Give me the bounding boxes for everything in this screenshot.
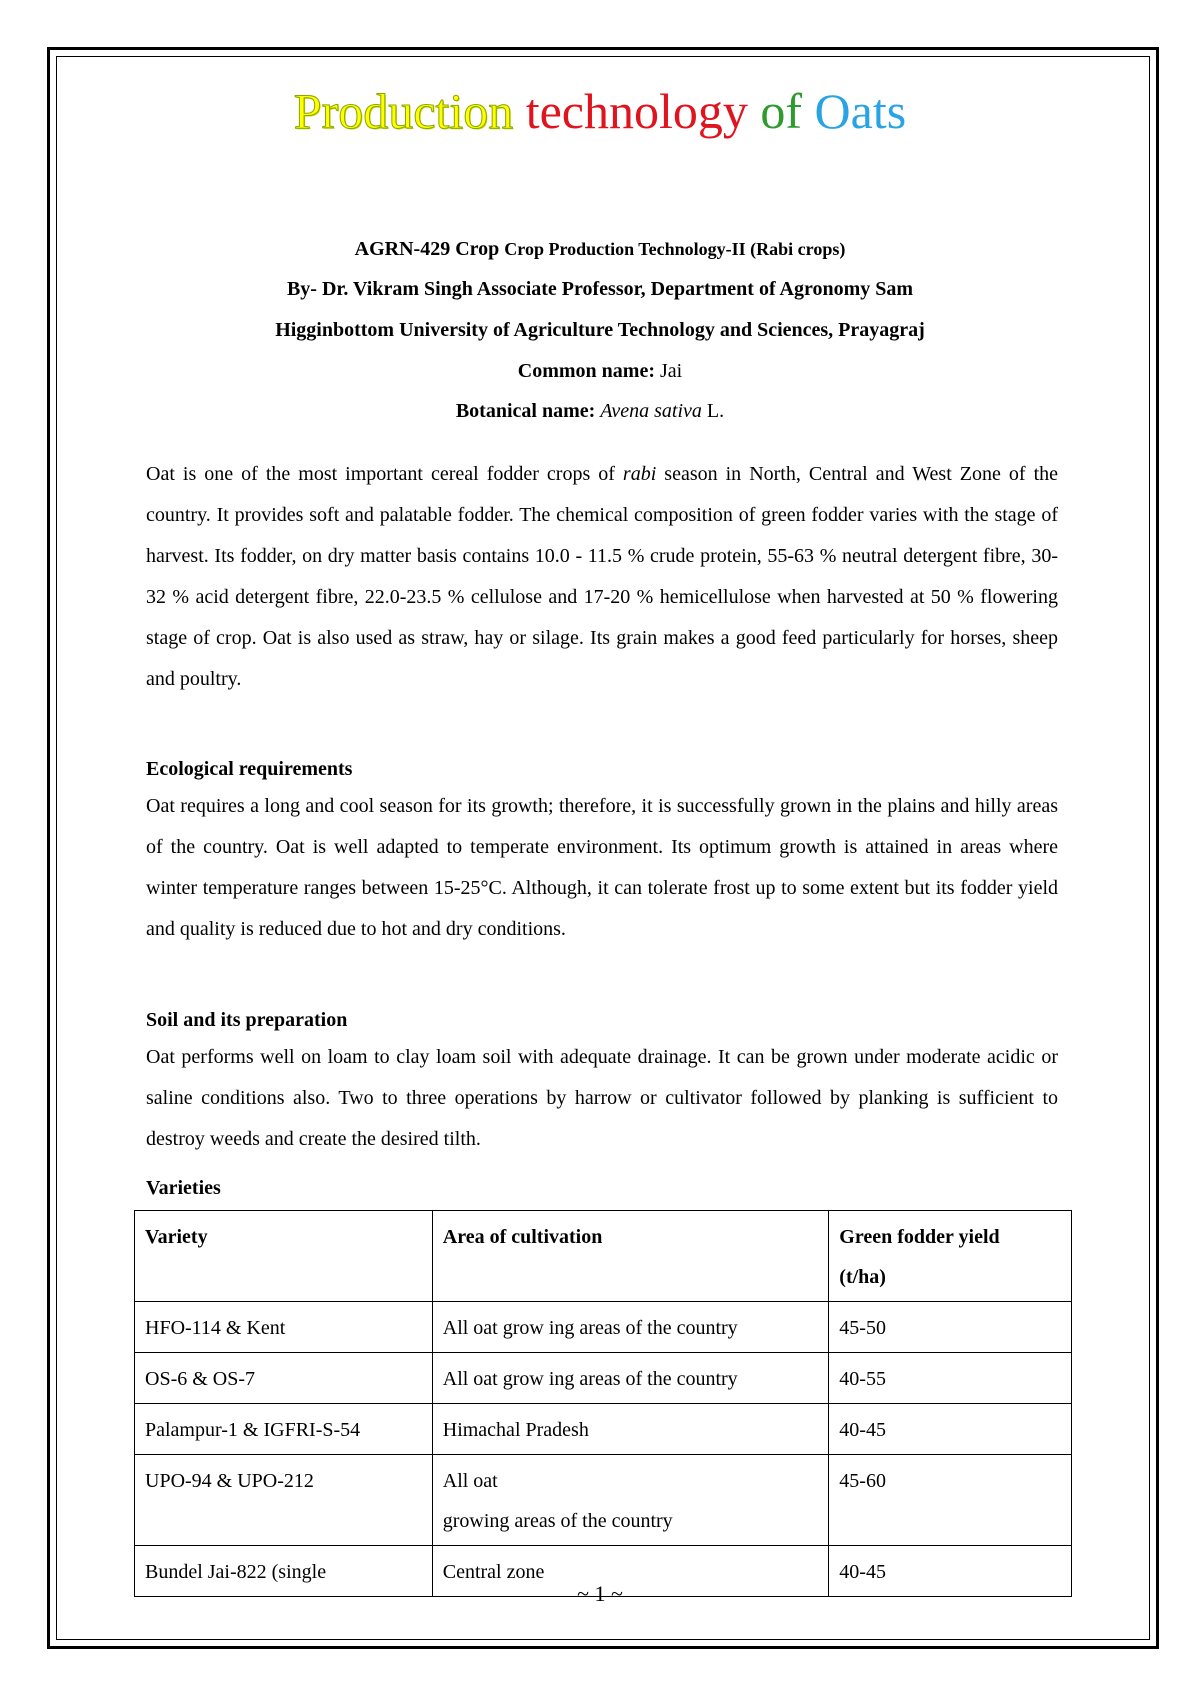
ecological-paragraph: Oat requires a long and cool season for its growth; therefore, it is successfully grown in the plains and hilly areas of the country. Oat is well adapted to temperate environment. Its optimum growth is attained in areas where winter temperature ranges between 15-25°C. Although, it can tolerate frost up to some extent but its fodder yield and quality is reduced due to hot and dry conditions. xyxy=(146,795,1058,940)
yield-header-line-2: (t/ha) xyxy=(839,1266,886,1288)
variety-cell: OS-6 & OS-7 xyxy=(135,1353,433,1404)
column-header-variety: Variety xyxy=(135,1211,433,1302)
common-name-label: Common name: xyxy=(517,360,655,382)
intro-text-1: Oat is one of the most important cereal fodder crops of xyxy=(146,463,615,485)
table-row xyxy=(135,1404,1072,1455)
document-title xyxy=(0,76,1200,146)
botanical-name-line xyxy=(0,398,1200,424)
title-word-of: of xyxy=(760,83,803,139)
title-word-oats: Oats xyxy=(814,83,907,139)
common-name-line xyxy=(0,358,1200,384)
common-name-value: Jai xyxy=(660,360,683,382)
intro-paragraph xyxy=(146,454,1058,700)
author-line-2: Higginbottom University of Agriculture Technology and Sciences, Prayagraj xyxy=(275,319,925,341)
area-cell: All oat grow ing areas of the country xyxy=(432,1353,829,1404)
title-word-technology: technology xyxy=(525,83,748,139)
botanical-name-label: Botanical name: xyxy=(455,400,596,422)
variety-cell: HFO-114 & Kent xyxy=(135,1302,433,1353)
page-number: ~ 1 ~ xyxy=(577,1581,623,1606)
author-line-1: By- Dr. Vikram Singh Associate Professor, Department of Agronomy Sam xyxy=(286,278,914,300)
botanical-name-suffix: L. xyxy=(706,400,725,422)
table-row xyxy=(135,1302,1072,1353)
column-header-area: Area of cultivation xyxy=(432,1211,829,1302)
yield-cell: 40-55 xyxy=(829,1353,1072,1404)
intro-text-2: season in North, Central and West Zone of the country. It provides soft and palatable fodder. The chemical composition of green fodder varies with the stage of harvest. Its fodder, on dry matter basis contains 10.0 - 11.5 % crude protein, 55-63 % neutral detergent fibre, 30-32 % acid detergent fibre, 22.0-23.5 % cellulose and 17-20 % hemicellulose when harvested at 50 % flowering stage of crop. Oat is also used as straw, hay or silage. Its grain makes a good feed particularly for horses, sheep and poultry. xyxy=(146,463,1058,690)
area-cell-line-2: growing areas of the country xyxy=(442,1510,673,1532)
intro-rabi: rabi xyxy=(622,463,657,485)
soil-heading: Soil and its preparation xyxy=(146,1009,348,1031)
area-cell: Central zone xyxy=(432,1546,829,1597)
table-header-row xyxy=(135,1211,1072,1302)
ecological-heading: Ecological requirements xyxy=(146,758,353,780)
course-name: Crop Production Technology-II (Rabi crops) xyxy=(504,239,846,259)
column-header-yield xyxy=(829,1211,1072,1302)
yield-cell: 40-45 xyxy=(829,1546,1072,1597)
variety-cell: Palampur-1 & IGFRI-S-54 xyxy=(135,1404,433,1455)
area-cell-line-1: All oat xyxy=(442,1470,498,1492)
area-cell xyxy=(432,1455,829,1546)
table-row xyxy=(135,1455,1072,1546)
variety-cell: Bundel Jai-822 (single xyxy=(135,1546,433,1597)
yield-cell: 45-60 xyxy=(829,1455,1072,1546)
varieties-heading: Varieties xyxy=(146,1177,221,1199)
yield-cell: 45-50 xyxy=(829,1302,1072,1353)
variety-cell: UPO-94 & UPO-212 xyxy=(135,1455,433,1546)
varieties-table xyxy=(134,1210,1072,1597)
title-word-production: Production xyxy=(293,83,514,139)
yield-cell: 40-45 xyxy=(829,1404,1072,1455)
botanical-name-value: Avena sativa xyxy=(600,400,702,422)
area-cell: All oat grow ing areas of the country xyxy=(432,1302,829,1353)
course-line xyxy=(0,236,1200,262)
table-row xyxy=(135,1353,1072,1404)
course-code: AGRN-429 Crop xyxy=(354,238,500,260)
area-cell: Himachal Pradesh xyxy=(432,1404,829,1455)
yield-header-line-1: Green fodder yield xyxy=(839,1226,1000,1248)
soil-paragraph: Oat performs well on loam to clay loam soil with adequate drainage. It can be grown under moderate acidic or saline conditions also. Two to three operations by harrow or cultivator followed by planking is sufficient to destroy weeds and create the desired tilth. xyxy=(146,1046,1058,1150)
